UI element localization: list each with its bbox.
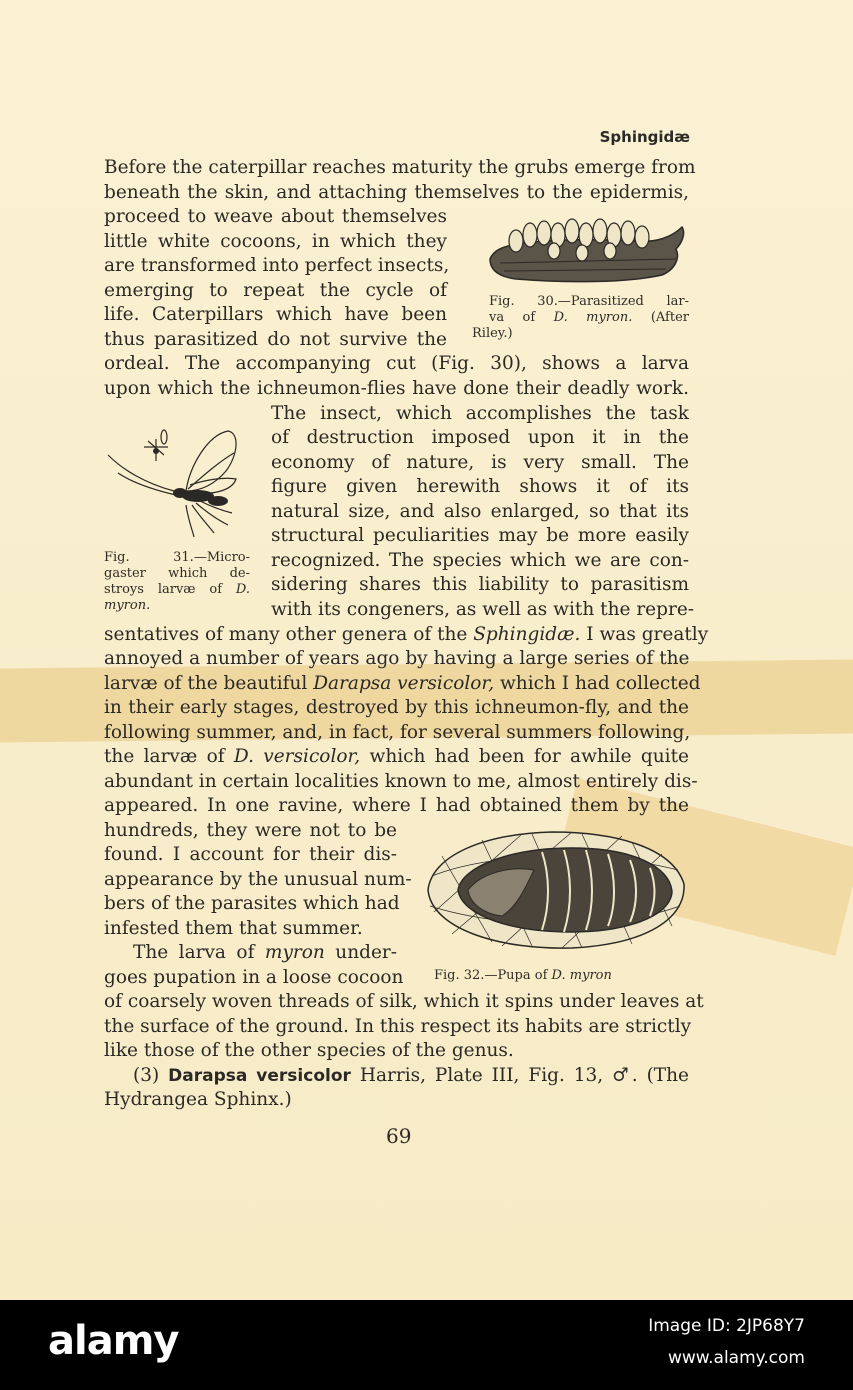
text-line: thus parasitized do not survive the — [104, 329, 447, 350]
caption-text: Fig. 32.—Pupa of — [434, 968, 552, 983]
text-line: of coarsely woven threads of silk, which it spins under leaves at — [104, 991, 704, 1012]
text-line: economy of nature, is very small. The — [271, 452, 689, 473]
figure-31-caption: myron. — [104, 598, 151, 613]
figure-30-larva-illustration — [486, 213, 690, 287]
text-line: Before the caterpillar reaches maturity the grubs emerge from — [104, 157, 696, 178]
caption-text: stroys larvæ of — [104, 582, 236, 597]
text-line: life. Caterpillars which have been — [104, 304, 447, 325]
figure-30-caption: Fig. 30.—Parasitized lar- — [489, 294, 689, 309]
species-heading — [133, 1064, 689, 1088]
text-run: the larvæ of — [104, 746, 234, 767]
running-head: Sphingidæ — [599, 128, 690, 146]
text-line — [133, 941, 397, 965]
figure-32-pupa-illustration — [422, 826, 688, 954]
figure-31-caption — [104, 582, 250, 597]
figure-30-caption: Riley.) — [472, 326, 513, 341]
text-line: proceed to weave about themselves — [104, 206, 447, 227]
text-run: The larva of — [133, 942, 265, 963]
text-line: natural size, and also enlarged, so that its — [271, 501, 689, 522]
text-line: infested them that summer. — [104, 918, 363, 939]
taxon-name: Darapsa versicolor, — [313, 673, 495, 694]
text-run: sentatives of many other genera of the — [104, 624, 474, 645]
caption-species: D. myron. — [553, 310, 633, 325]
stock-footer — [0, 1300, 853, 1390]
text-line: the surface of the ground. In this respect its habits are strictly — [104, 1016, 692, 1037]
text-line: hundreds, they were not to be — [104, 820, 397, 841]
text-run: larvæ of the beautiful — [104, 673, 314, 694]
text-line: following summer, and, in fact, for several summers following, — [104, 722, 691, 743]
text-run: which I had collected — [494, 673, 701, 694]
alamy-logo: alamy — [48, 1318, 179, 1364]
text-line: annoyed a number of years ago by having a large series of the — [104, 648, 690, 669]
species-heading-continuation: Hydrangea Sphinx.) — [104, 1089, 292, 1110]
text-line: recognized. The species which we are con- — [271, 550, 689, 571]
text-line: in their early stages, destroyed by this ichneumon-fly, and the — [104, 697, 689, 718]
text-line: like those of the other species of the genus. — [104, 1040, 514, 1061]
figure-30-caption — [489, 310, 689, 325]
figure-31-wasp-illustration — [104, 425, 242, 540]
text-line: are transformed into perfect insects, — [104, 255, 450, 276]
text-line: upon which the ichneumon-flies have done their deadly work. — [104, 378, 689, 399]
text-line: bers of the parasites which had — [104, 893, 400, 914]
caption-text: (After — [632, 310, 689, 325]
text-line — [104, 745, 689, 769]
taxon-name: myron — [264, 942, 325, 963]
text-line: sidering shares this liability to parasitism — [271, 574, 689, 595]
taxon-name: Sphingidæ. — [473, 624, 581, 645]
taxon-name: D. versicolor, — [233, 746, 361, 767]
text-run: I was greatly — [580, 624, 709, 645]
species-number: (3) — [133, 1065, 169, 1086]
text-line: structural peculiarities may be more easily — [271, 525, 689, 546]
text-line: The insect, which accomplishes the task — [271, 403, 689, 424]
text-line: abundant in certain localities known to me, almost entirely dis- — [104, 771, 698, 792]
site-url: www.alamy.com — [667, 1348, 805, 1368]
figure-31-caption: Fig. 31.—Micro- — [104, 550, 250, 565]
text-line: little white cocoons, in which they — [104, 231, 447, 252]
figure-31-caption: gaster which de- — [104, 566, 250, 581]
figure-32-caption — [434, 968, 612, 983]
caption-species: D. — [235, 582, 250, 597]
text-line: figure given herewith shows it of its — [271, 476, 689, 497]
image-id: Image ID: 2JP68Y7 — [648, 1316, 805, 1336]
text-line: emerging to repeat the cycle of — [104, 280, 447, 301]
text-run: under- — [324, 942, 397, 963]
text-line: appearance by the unusual num- — [104, 869, 412, 890]
caption-species: D. myron — [551, 968, 612, 983]
text-line: of destruction imposed upon it in the — [271, 427, 689, 448]
species-authority: Harris, Plate III, Fig. 13, ♂. (The — [350, 1065, 689, 1086]
text-line: with its congeners, as well as with the repre- — [271, 599, 695, 620]
text-line: appeared. In one ravine, where I had obtained them by the — [104, 795, 689, 816]
caption-text: va of — [489, 310, 554, 325]
text-run: which had been for awhile quite — [360, 746, 689, 767]
text-line: goes pupation in a loose cocoon — [104, 967, 404, 988]
text-line — [104, 672, 701, 696]
text-line: beneath the skin, and attaching themselves to the epidermis, — [104, 182, 689, 203]
text-line: ordeal. The accompanying cut (Fig. 30), shows a larva — [104, 353, 689, 374]
text-line: found. I account for their dis- — [104, 844, 397, 865]
species-name: Darapsa versicolor — [168, 1066, 351, 1086]
page-number: 69 — [386, 1124, 412, 1148]
text-line — [104, 623, 709, 647]
